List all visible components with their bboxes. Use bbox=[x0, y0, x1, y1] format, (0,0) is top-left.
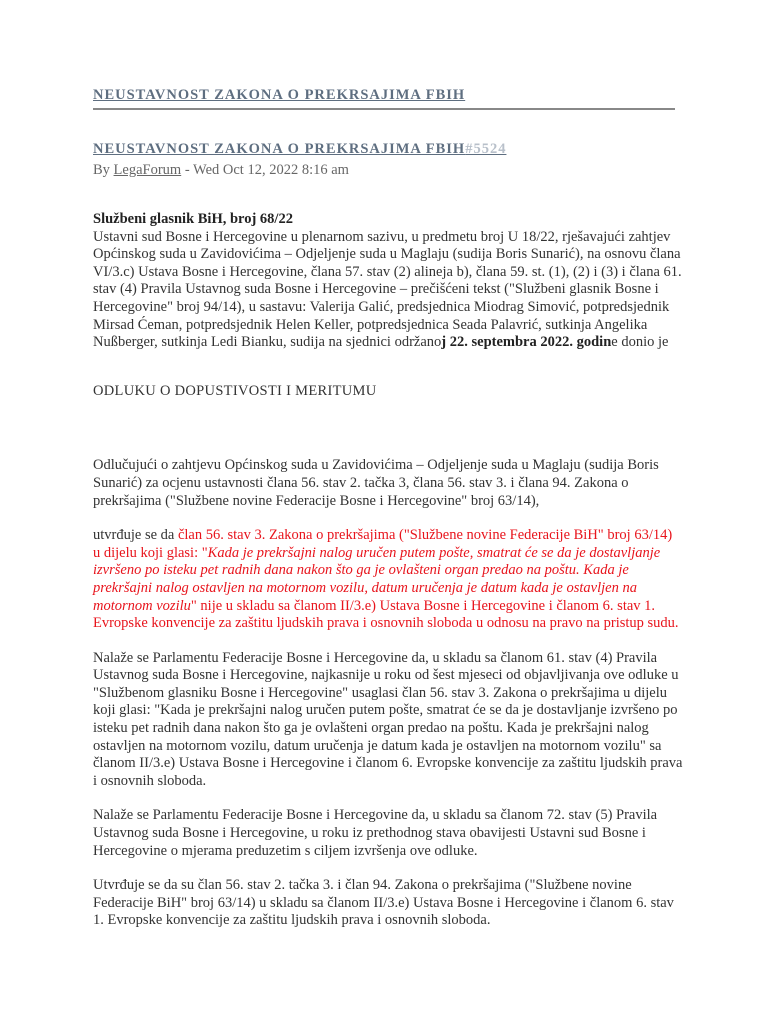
paragraph-finding bbox=[93, 527, 683, 633]
byline-separator: - bbox=[184, 162, 190, 178]
post-title[interactable] bbox=[93, 141, 506, 158]
finding-red-conclusion: " nije u skladu sa članom II/3.e) Ustava Bosne i Hercegovine i članom 6. stav 1. Evropske konvencije za zaštitu ljudskih prava i osnovnih sloboda u odnosu na pravo na pristup sudu. bbox=[93, 597, 679, 632]
paragraph-request: Odlučujući o zahtjevu Općinskog suda u Zavidovićima – Odjeljenje suda u Maglaju (sudija Boris Sunarić) za ocjenu ustavnosti člana 56. stav 2. tačka 3, člana 56. stav 3. i člana 94. Zakona o prekršajima ("Službene novine Federacije Bosne i Hercegovine" broj 63/14), bbox=[93, 457, 659, 509]
post-byline bbox=[93, 162, 349, 179]
finding-quoted-provision: Kada je prekršajni nalog uručen putem pošte, smatrat će se da je dostavljanje izvršeno po isteku pet radnih dana nakon što ga je ovlašteni organ predao na poštu. Kada je prekršajni nalog ostavljen na motornom vozilu, datum uručenja je datum kada je ostavljen na motornom vozilu bbox=[93, 544, 661, 614]
page-title[interactable]: NEUSTAVNOST ZAKONA O PREKRSAJIMA FBIH bbox=[93, 87, 675, 110]
paragraph-order-harmonize: Nalaže se Parlamentu Federacije Bosne i Hercegovine da, u skladu sa članom 61. stav (4) Pravila Ustavnog suda Bosne i Hercegovine, najkasnije u roku od šest mjeseci od objavljivanja ove odluke u "Službenom glasniku Bosne i Hercegovine" usaglasi član 56. stav 3. Zakona o prekršajima u dijelu koji glasi: "Kada je prekršajni nalog uručen putem pošte, smatrat će se da je dostavljanje izvršeno po isteku pet radnih dana nakon što ga je ovlašteni organ predao na poštu. Kada je prekršajni nalog ostavljen na motornom vozilu, datum uručenja je datum kada je ostavljen na motornom vozilu" sa članom II/3.e) Ustava Bosne i Hercegovine i članom 6. Evropske konvencije za zaštitu ljudskih prava i osnovnih sloboda. bbox=[93, 649, 683, 789]
gazette-heading: Službeni glasnik BiH, broj 68/22 bbox=[93, 211, 293, 227]
by-label: By bbox=[93, 162, 110, 178]
decision-title: ODLUKU O DOPUSTIVOSTI I MERITUMU bbox=[93, 382, 377, 399]
post-date: Wed Oct 12, 2022 8:16 am bbox=[193, 162, 349, 178]
paragraph-order-inform: Nalaže se Parlamentu Federacije Bosne i Hercegovine da, u skladu sa članom 72. stav (5) Pravila Ustavnog suda Bosne i Hercegovine, u roku iz prethodnog stava obavijesti Ustavni sud Bosne i Hercegovine o mjerama preduzetim s ciljem izvršenja ove odluke. bbox=[93, 807, 658, 859]
finding-red-text: član 56. stav 3. Zakona o prekršajima ("Službene novine Federacije BiH" broj 63/14) u dijelu koji glasi: " bbox=[93, 527, 673, 561]
post-content bbox=[93, 211, 683, 930]
intro-text: Ustavni sud Bosne i Hercegovine u plenarnom sazivu, u predmetu broj U 18/22, rješavajući zahtjev Općinskog suda u Zavidovićima – Odjeljenje suda u Maglaju (sudija Boris Sunarić), na osnovu člana VI/3.c) Ustava Bosne i Hercegovine, člana 57. stav (2) alineja b), člana 59. st. (1), (2) i (3) i člana 61. stav (4) Pravila Ustavnog suda Bosne i Hercegovine – prečišćeni tekst ("Službeni glasnik Bosne i Hercegovine" broj 94/14), u sastavu: Valerija Galić, predsjednica Miodrag Simović, potpredsjednik Mirsad Ćeman, potpredsjednik Helen Keller, potpredsjednica Seada Palavrić, sutkinja Angelika Nußberger, sutkinja Ledi Bianku, sudija na sjednici održano bbox=[93, 228, 682, 351]
intro-paragraph bbox=[93, 229, 683, 352]
post-id-link[interactable]: #5524 bbox=[465, 141, 507, 157]
author-link[interactable]: LegaForum bbox=[113, 162, 182, 178]
intro-session-date: j 22. septembra 2022. godin bbox=[441, 334, 612, 351]
post-title-text[interactable]: NEUSTAVNOST ZAKONA O PREKRSAJIMA FBIH bbox=[93, 141, 466, 157]
finding-intro: utvrđuje se da bbox=[93, 527, 175, 544]
paragraph-compliance: Utvrđuje se da su član 56. stav 2. tačka 3. i član 94. Zakona o prekršajima ("Službene novine Federacije BiH" broj 63/14) u skladu sa članom II/3.e) Ustava Bosne i Hercegovine i članom 6. stav 1. Evropske konvencije za zaštitu ljudskih prava i osnovnih sloboda. bbox=[93, 877, 674, 929]
intro-end: e donio je bbox=[611, 334, 669, 351]
